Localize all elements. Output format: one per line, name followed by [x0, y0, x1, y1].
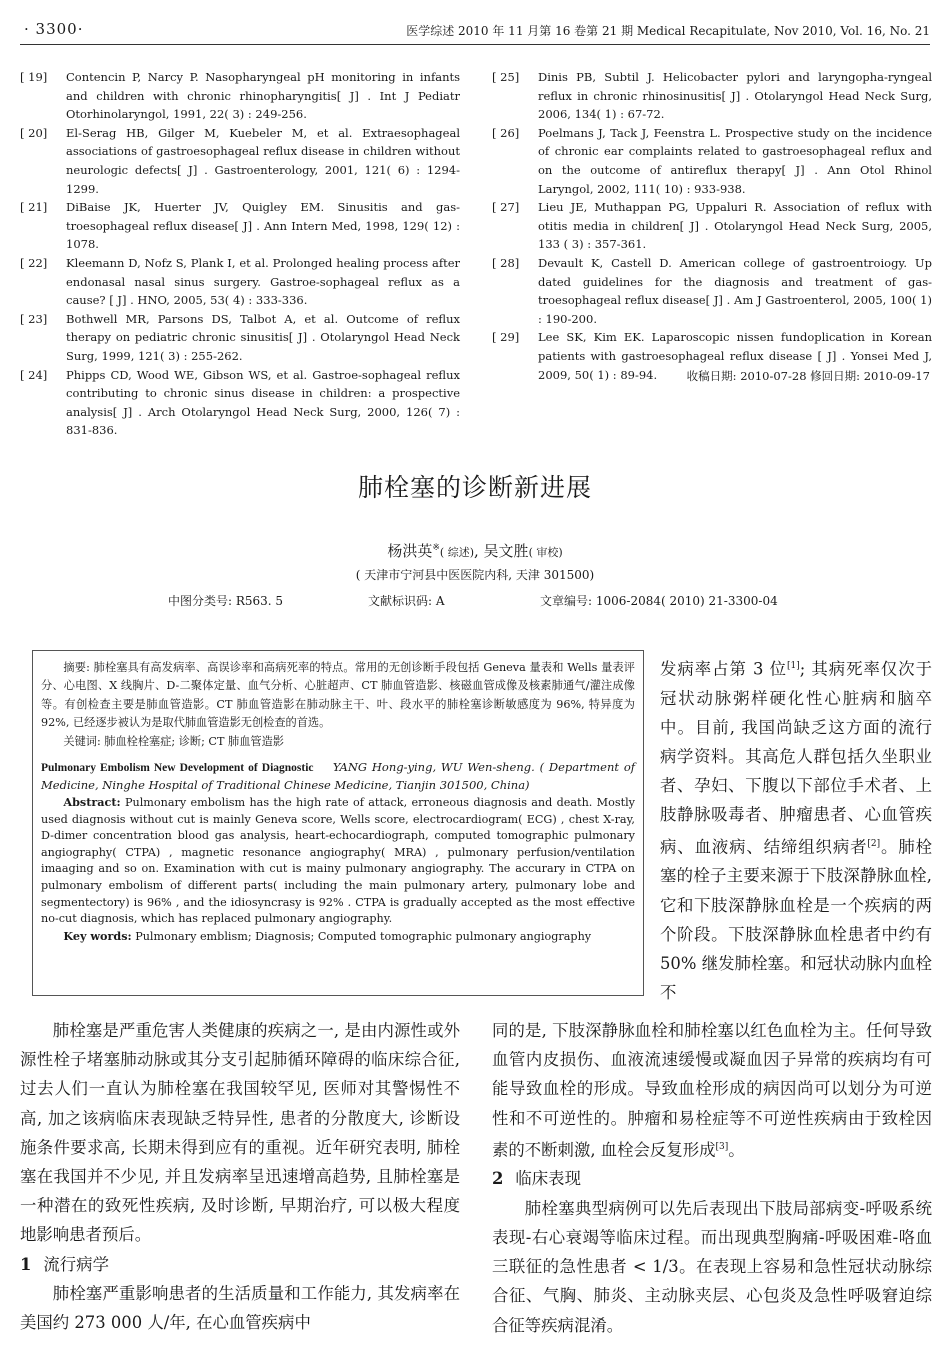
reference-number: [ 27] [492, 200, 520, 215]
section-number: 1 [20, 1254, 32, 1274]
body-text: ; 其病死率仅次于冠状动脉粥样硬化性心脏病和脑卒中。目前, 我国尚缺乏这方面的流行病学资料。其高危人群包括久坐职业者、孕妇、下腹以下部位手术者、上肢静脉吸毒者、肿瘤患者、心血管疾病、血液病、结缔组织病者 [660, 659, 932, 857]
reference-item [20, 68, 460, 124]
reference-item [20, 310, 460, 366]
reference-number: [ 23] [20, 311, 48, 326]
keywords-en [41, 928, 635, 946]
body-paragraph: 肺栓塞严重影响患者的生活质量和工作能力, 其发病率在美国约 273 000 人/年, 在心血管疾病中 [20, 1283, 460, 1333]
keywords-en-text: Pulmonary emblism; Diagnosis; Computed tomographic pulmonary angiography [135, 929, 592, 943]
reference-item [492, 124, 932, 198]
reference-text: Lieu JE, Muthappan PG, Uppaluri R. Association of reflux with otitis media in children[ J] . Otolaryngol Head Neck Surg, 2005, 133 ( 3) : 357-361. [538, 200, 932, 252]
abstract-label: Abstract: [63, 795, 121, 810]
reference-text: Lee SK, Kim EK. Laparoscopic nissen fundoplication in Korean patients with gastroesophageal reflux disease [ J] . Yonsei Med J, 2009, 50( 1) : 89-94. [538, 330, 932, 382]
reference-item [20, 254, 460, 310]
references-right [492, 68, 932, 384]
author-mark: ※ [432, 543, 440, 553]
reference-text: Devault K, Castell D. American college of gastroentroiogy. Up dated guidelines for the diagnosis and treatment of gas-troesophageal reflux disease[ J] . Am J Gastroenterol, 2005, 100( 1) : 190-200. [538, 255, 932, 326]
document-code: 文献标识码: A [368, 594, 445, 608]
english-title-line [41, 759, 635, 794]
affiliation: ( 天津市宁河县中医医院内科, 天津 301500) [355, 568, 595, 582]
reference-text: DiBaise JK, Huerter JV, Quigley EM. Sinusitis and gas-troesophageal reflux disease[ J] . Ann Intern Med, 1998, 129( 12) : 1078. [66, 200, 460, 252]
body-text: 同的是, 下肢深静脉血栓和肺栓塞以红色血栓为主。任何导致血管内皮损伤、血液流速缓慢或凝血因子异常的疾病均有可能导致血栓的形成。导致血栓形成的病因尚可以划分为可逆性和不可逆性的。肿瘤和易栓症等不可逆性疾病由于致栓因素的不断刺激, 血栓会反复形成 [492, 1021, 932, 1160]
english-authors: YANG Hong-ying, WU Wen-sheng. ( Department of Medicine, Ninghe Hospital of Traditional Chinese Medicine, Tianjin 301500, China) [41, 760, 636, 793]
clc-number: 中图分类号: R563. 5 [168, 594, 284, 608]
section-heading [20, 1250, 460, 1279]
body-column-left [20, 1016, 460, 1337]
body-column-right [492, 1016, 932, 1340]
english-title: Pulmonary Embolism New Development of Diagnostic [41, 762, 314, 775]
section-number: 2 [492, 1169, 504, 1189]
reference-number: [ 29] [492, 330, 520, 345]
reference-text: Kleemann D, Nofz S, Plank I, et al. Prolonged healing process after endonasal nasal sinus surgery. Gastroe-sophageal reflux as a cause? [ J] . HNO, 2005, 53( 4) : 333-336. [66, 255, 460, 308]
body-paragraph [492, 1016, 932, 1164]
citation: [1] [786, 661, 800, 671]
author-name: 吴文胜 [483, 542, 529, 560]
reference-text: El-Serag HB, Gilger M, Kuebeler M, et al. Extraesophageal associations of gastroesophageal reflux disease in children without neurologic defects[ J] . Gastroenterology, 2001, 121( 6) : 1294-1299. [66, 125, 460, 196]
body-column-narrow [660, 652, 932, 1007]
author-role: ( 综述) [439, 546, 474, 559]
abstract-cn: 摘要: 肺栓塞具有高发病率、高误诊率和高病死率的特点。常用的无创诊断手段包括 Geneva 量表和 Wells 量表评分、心电图、X 线胸片、D-二聚体定量、血气分析、心脏超声、CT 肺血管造影、核磁血管成像及核素肺通气/灌注成像等。有创检查主要是肺血管造影。CT 肺血管造影在肺动脉主干、叶、段水平的肺栓塞诊断敏感度为 96%, 特异度为 92%, 已经逐步被认为是取代肺血管造影无创检查的首选。 [41, 661, 635, 730]
reference-number: [ 22] [20, 255, 48, 270]
section-title: 临床表现 [515, 1169, 581, 1189]
body-text: 发病率占第 3 位 [660, 659, 787, 679]
reference-item [492, 254, 932, 328]
abstract-box [32, 650, 644, 996]
reference-number: [ 21] [20, 200, 48, 215]
author-role: ( 审校) [528, 546, 563, 559]
reference-item [492, 198, 932, 254]
author-separator: , [474, 542, 484, 560]
body-paragraph: 肺栓塞典型病例可以先后表现出下肢局部病变-呼吸系统表现-右心衰竭等临床过程。而出现典型胸痛-呼吸困难-咯血三联征的急性患者 < 1/3。在表现上容易和急性冠状动脉综合征、气胸、肺炎、主动脉夹层、心包炎及急性呼吸窘迫综合征等疾病混淆。 [492, 1198, 932, 1335]
reference-text: Dinis PB, Subtil J. Helicobacter pylori and laryngopha-ryngeal reflux in chronic rhinosinusitis[ J] . Otolaryngol Head Neck Surg, 2006, 134( 1) : 67-72. [538, 70, 932, 122]
article-number: 文章编号: 1006-2084( 2010) 21-3300-04 [540, 594, 778, 608]
reference-item [20, 366, 460, 440]
article-title: 肺栓塞的诊断新进展 [357, 473, 592, 502]
reference-text: Poelmans J, Tack J, Feenstra L. Prospective study on the incidence of chronic ear complaints related to gastroesophageal reflux and on the outcome of antireflux therapy[ J] . Ann Otol Rhinol Laryngol, 2002, 111( 10) : 933-938. [538, 125, 932, 196]
reference-text: Phipps CD, Wood WE, Gibson WS, et al. Gastroe-sophageal reflux contributing to chronic sinus disease in children: a prospective analysis[ J] . Arch Otolaryngol Head Neck Surg, 2000, 126( 7) : 831-836. [66, 367, 460, 438]
reference-item [20, 198, 460, 254]
citation: [3] [715, 1141, 729, 1152]
author-line [0, 540, 950, 561]
body-paragraph [660, 652, 932, 1007]
reference-number: [ 20] [20, 125, 48, 140]
references-left [20, 68, 460, 440]
reference-item [20, 124, 460, 198]
abstract-en-text: Pulmonary embolism has the high rate of attack, erroneous diagnosis and death. Mostly used diagnosis without cut is mainly Geneva score, Wells score, electrocardiogram( ECG) , chest X-ray, D-dimer concentration blood gas analysis, heart-echocardiograph, computed tomographic pulmonary angiography( CTPA) , magnetic resonance angiography( MRA) , pulmonary perfusion/ventilation imaaging and so on. Examination with cut is mainy pulmonary angiography. The accurary in CTPA on pulmonary embolism of different parts( including the main pulmonary artery, pulmonary lobe and segmentectory) is 96% , and the idiosyncrasy is 92% . CTPA is gradually accepted as the most effective no-cut diagnosis, which has replaced pulmonary angiography. [41, 796, 635, 926]
reference-item [492, 68, 932, 124]
reference-number: [ 19] [20, 70, 48, 84]
abstract-en [41, 794, 635, 928]
reference-number: [ 26] [492, 125, 520, 140]
keywords-cn: 关键词: 肺血栓栓塞症; 诊断; CT 肺血管造影 [63, 734, 284, 748]
author-name: 杨洪英 [387, 542, 433, 560]
reference-number: [ 28] [492, 255, 520, 270]
reference-text: Contencin P, Narcy P. Nasopharyngeal pH monitoring in infants and children with chronic rhinopharyngitis[ J] . Int J Pediatr Otorhinolaryngol, 1991, 22( 3) : 249-256. [66, 70, 460, 122]
reference-number: [ 25] [492, 70, 520, 84]
citation: [2] [867, 838, 881, 849]
reference-number: [ 24] [20, 367, 48, 382]
journal-header: 医学综述 2010 年 11 月第 16 卷第 21 期 Medical Recapitulate, Nov 2010, Vol. 16, No. 21 [406, 24, 930, 38]
page-number: · 3300· [24, 20, 84, 38]
body-text: 。肺栓塞的栓子主要来源于下肢深静脉血栓, 它和下肢深静脉血栓是一个疾病的两个阶段。下肢深静脉血栓患者中约有 50% 继发肺栓塞。和冠状动脉内血栓不 [660, 837, 933, 1003]
header-rule [20, 44, 930, 45]
section-title: 流行病学 [43, 1254, 109, 1274]
received-dates: 收稿日期: 2010-07-28 修回日期: 2010-09-17 [686, 369, 930, 383]
reference-text: Bothwell MR, Parsons DS, Talbot A, et al. Outcome of reflux therapy on pediatric chronic sinusitis[ J] . Otolaryngol Head Neck Surg, 1999, 121( 3) : 255-262. [66, 311, 460, 363]
body-paragraph: 肺栓塞是严重危害人类健康的疾病之一, 是由内源性或外源性栓子堵塞肺动脉或其分支引起肺循环障碍的临床综合征, 过去人们一直认为肺栓塞在我国较罕见, 医师对其警惕性不高, 加之该病临床表现缺乏特异性, 患者的分散度大, 诊断设施条件要求高, 长期未得到应有的重视。近年研究表明, 肺栓塞在我国并不少见, 并且发病率呈迅速增高趋势, 且肺栓塞是一种潜在的致死性疾病, 及时诊断, 早期治疗, 可以极大程度地影响患者预后。 [20, 1021, 460, 1245]
body-text: 。 [728, 1140, 745, 1160]
keywords-label: Key words: [63, 928, 132, 943]
section-heading [492, 1164, 932, 1193]
